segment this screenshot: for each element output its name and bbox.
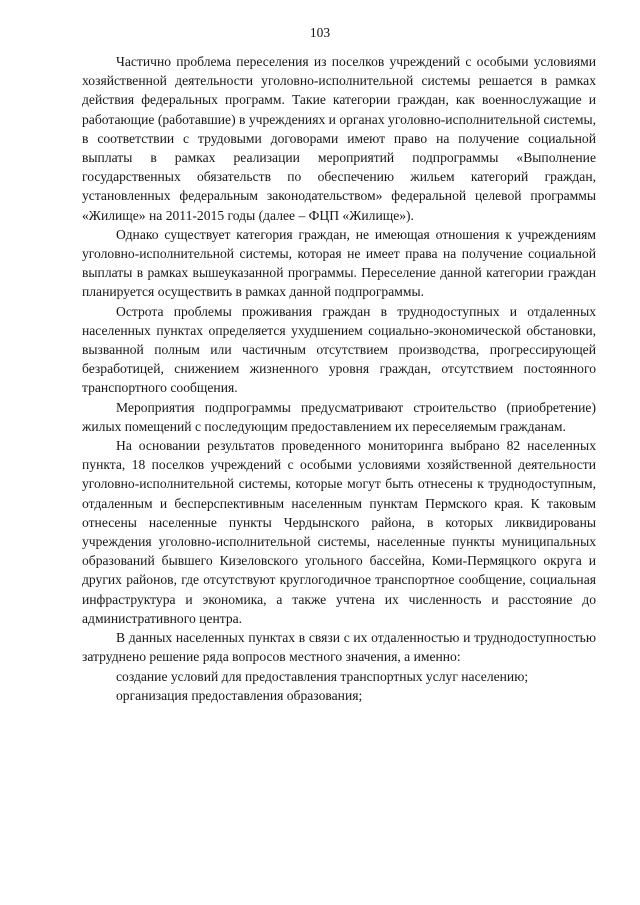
page-body: [82, 52, 596, 705]
paragraph: В данных населенных пунктах в связи с их отдаленностью и труднодоступностью затруднено решение ряда вопросов местного значения, а именно:: [82, 630, 596, 665]
paragraph: Частично проблема переселения из поселков учреждений с особыми условиями хозяйственной деятельности уголовно-исполнительной системы решается в рамках действия федеральных программ. Такие категории граждан, как военнослужащие и работающие (работавшие) в учреждениях и органах уголовно-исполнительной системы, в соответствии с трудовыми договорами имеют право на получение социальной выплаты в рамках реализации мероприятий подпрограммы «Выполнение государственных обязательств по обеспечению жильем категорий граждан, установленных федеральным законодательством» федеральной целевой программы «Жилище» на 2011-2015 годы (далее – ФЦП «Жилище»).: [82, 54, 596, 223]
list-item: создание условий для предоставления транспортных услуг населению;: [116, 668, 529, 684]
paragraph: Острота проблемы проживания граждан в труднодоступных и отдаленных населенных пунктах определяется ухудшением социально-экономической обстановки, вызванной полным или частичным отсутствием производства, прогрессирующей безработицей, снижением жизненного уровня граждан, отсутствием постоянного транспортного сообщения.: [82, 303, 596, 396]
page-number: 103: [309, 25, 331, 40]
list-item: организация предоставления образования;: [116, 687, 363, 703]
paragraph: На основании результатов проведенного мониторинга выбрано 82 населенных пункта, 18 поселков учреждений с особыми условиями хозяйственной деятельности уголовно-исполнительной системы, которые могут быть отнесены к труднодоступным, отдаленным и бесперспективным населенным пунктам Пермского края. К таковым отнесены населенные пункты Чердынского района, в которых ликвидированы учреждения уголовно-исполнительной системы, населенные пункты муниципальных образований бывшего Кизеловского угольного бассейна, Коми-Пермяцкого округа и других районов, где отсутствуют круглогодичное транспортное сообщение, социальная инфраструктура и экономика, а также учтена их численность и расстояние до административного центра.: [82, 438, 596, 626]
paragraph: Однако существует категория граждан, не имеющая отношения к учреждениям уголовно-исполнительной системы, которая не имеет права на получение социальной выплаты в рамках вышеуказанной программы. Переселение данной категории граждан планируется осуществить в рамках данной подпрограммы.: [82, 226, 596, 300]
paragraph: Мероприятия подпрограммы предусматривают строительство (приобретение) жилых помещений с последующим предоставлением их переселяемым гражданам.: [82, 399, 596, 434]
